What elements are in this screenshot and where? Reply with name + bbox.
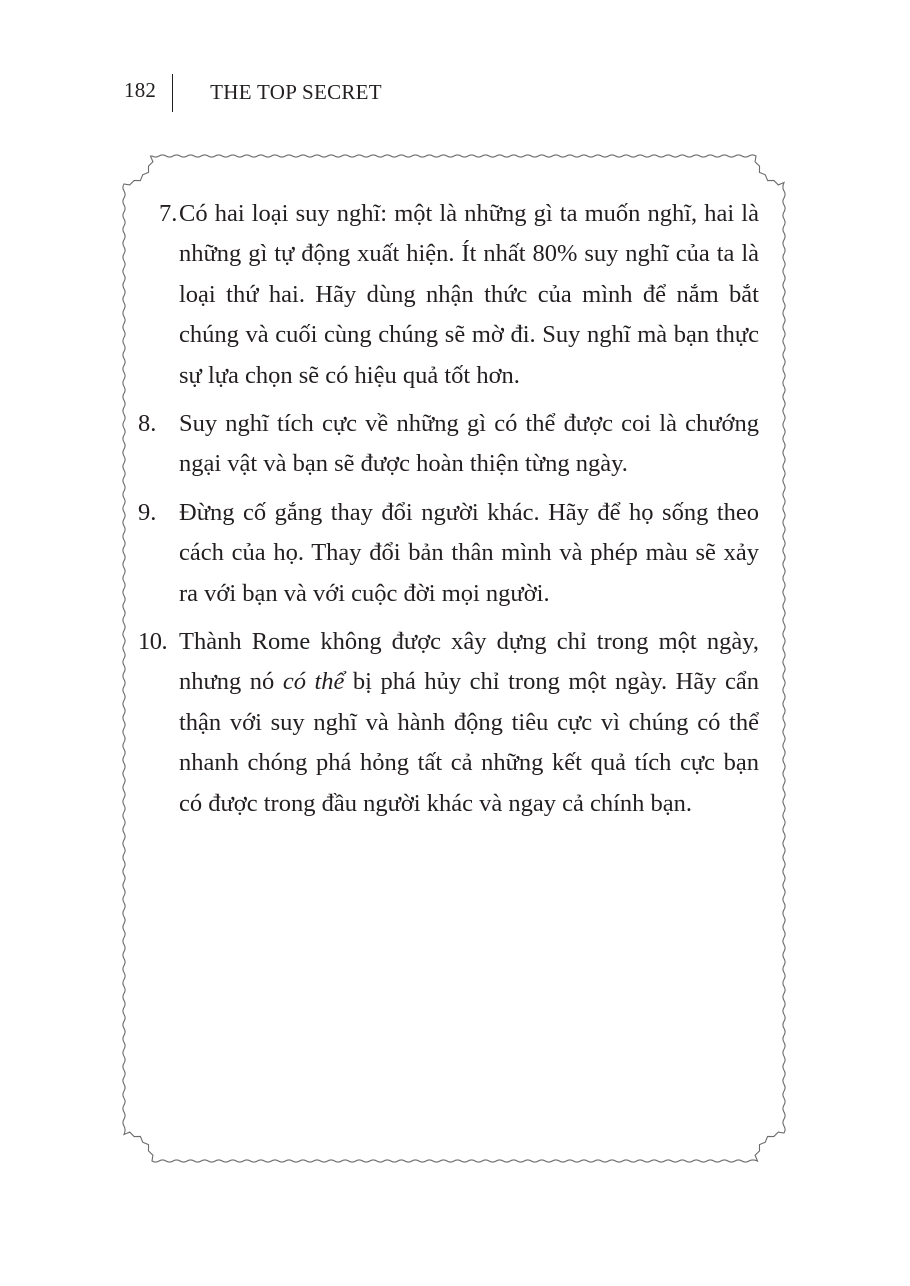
book-title: THE TOP SECRET	[210, 80, 382, 104]
item-number: 7.	[159, 200, 178, 227]
list-item	[138, 622, 759, 824]
item-text	[179, 622, 759, 824]
list-item	[138, 404, 759, 485]
item-number: 9.	[138, 498, 157, 526]
item-text: Có hai loại suy nghĩ: một là những gì ta muốn nghĩ, hai là những gì tự động xuất hiện. Ít nhất 80% suy nghĩ của ta là loại thứ hai. Hãy dùng nhận thức của mình để nắm bắt chúng và cuối cùng chúng sẽ mờ đi. Suy nghĩ mà bạn thực sự lựa chọn sẽ có hiệu quả tốt hơn.	[179, 200, 759, 389]
list-item	[138, 493, 759, 614]
item-text-emphasis: có thể	[282, 668, 345, 696]
item-number: 10.	[138, 628, 168, 656]
item-text: Đừng cố gắng thay đổi người khác. Hãy để họ sống theo cách của họ. Thay đổi bản thân mình và phép màu sẽ xảy ra với bạn và với cuộc đời mọi người.	[179, 498, 759, 607]
list-item	[138, 194, 759, 396]
item-number: 8.	[138, 410, 157, 438]
item-text: Suy nghĩ tích cực về những gì có thể được coi là chướng ngại vật và bạn sẽ được hoàn thiện từng ngày.	[179, 410, 759, 478]
tips-list	[138, 194, 759, 832]
page-number: 182	[124, 78, 157, 102]
item-text-part: bị phá hủy chỉ trong một ngày. Hãy cẩn thận với suy nghĩ và hành động tiêu cực vì chúng có thể nhanh chóng phá hỏng tất cả những kết quả tích cực bạn có được trong đầu người khác và ngay cả chính bạn.	[179, 668, 759, 817]
item-text-part: Thành Rome không được xây dựng chỉ trong một ngày, nhưng nó	[179, 628, 759, 696]
